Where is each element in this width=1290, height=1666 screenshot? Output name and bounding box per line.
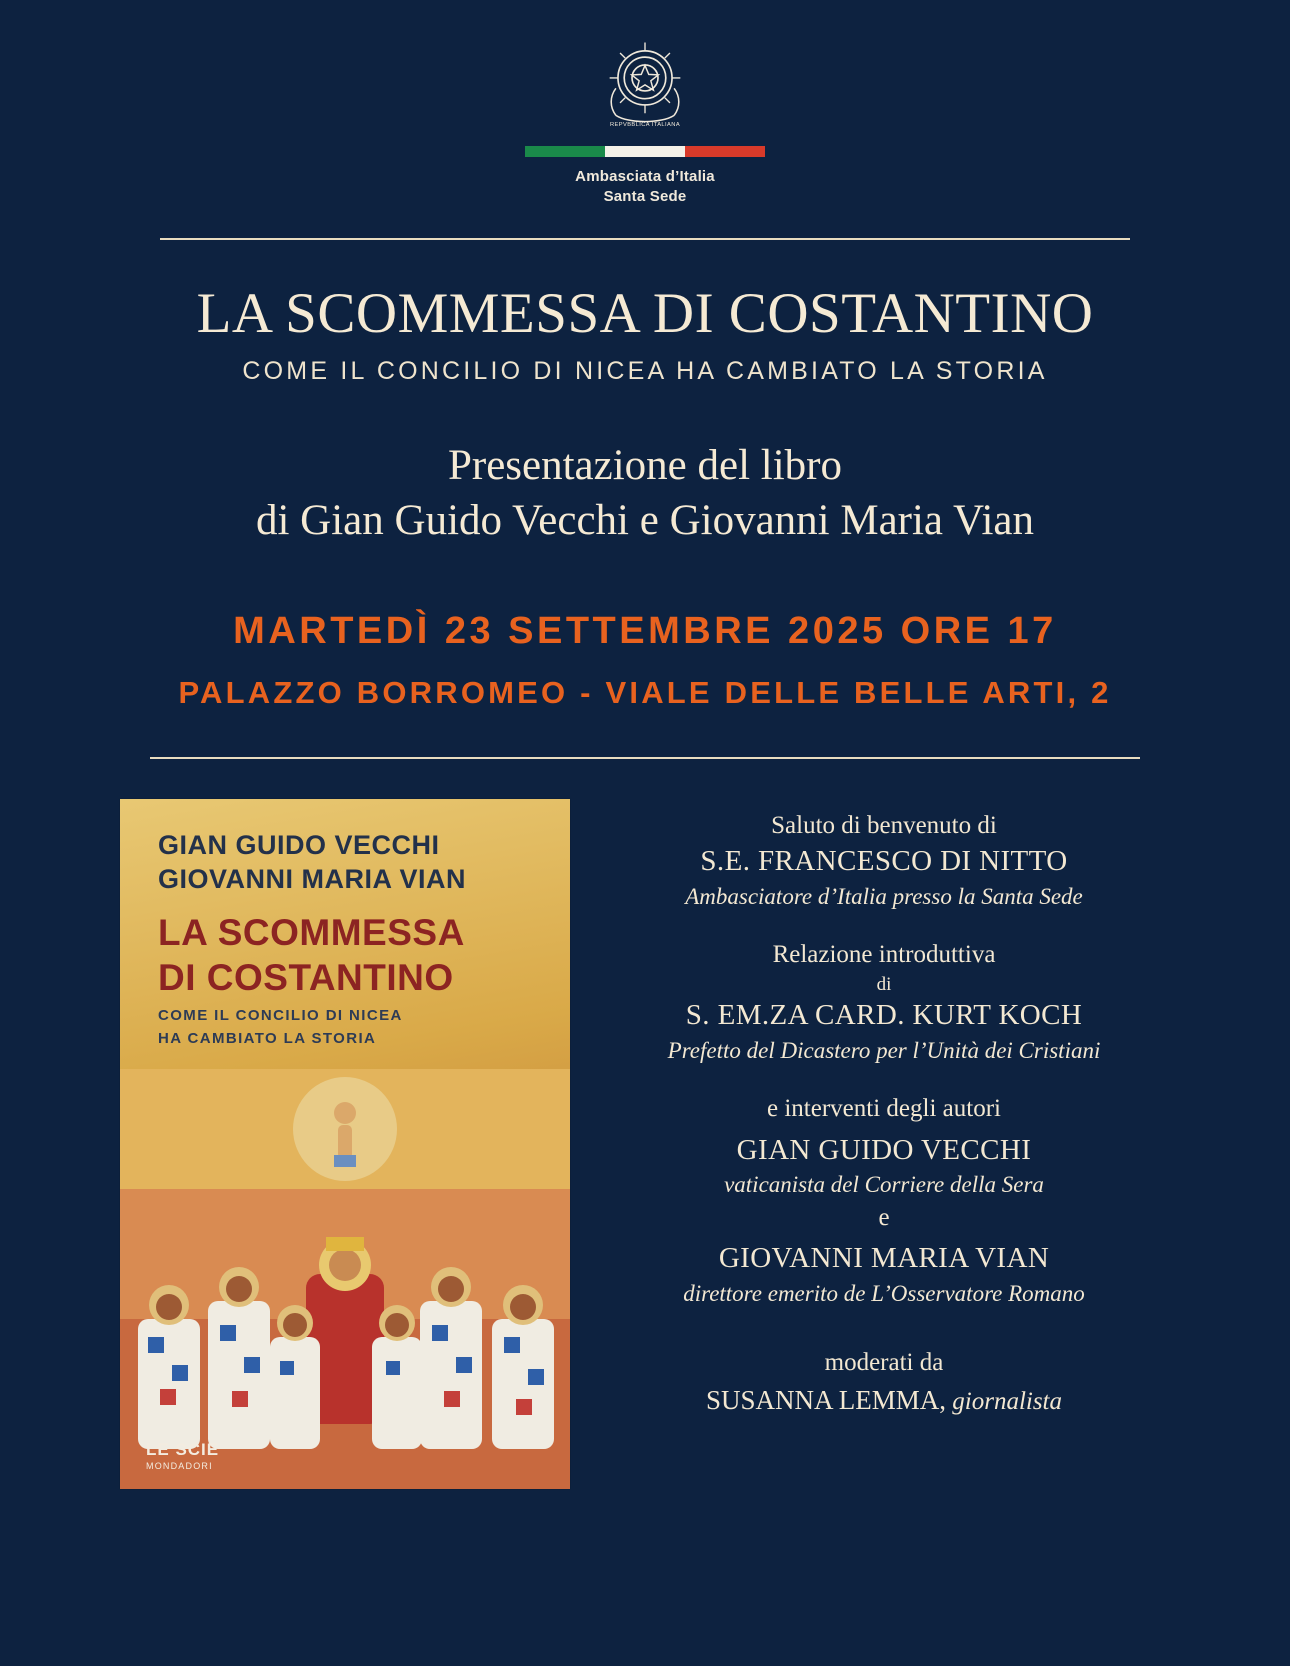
divider-bottom: [150, 757, 1140, 759]
intro-di: di: [876, 973, 892, 995]
event-venue: PALAZZO BORROMEO - VIALE DELLE BELLE ARTI, 2: [178, 675, 1112, 711]
program-credits: [570, 799, 1198, 1420]
welcome-name: S.E. FRANCESCO DI NITTO: [700, 845, 1068, 878]
author-2-name: GIOVANNI MARIA VIAN: [718, 1242, 1050, 1275]
moderator-role: giornalista: [952, 1388, 1063, 1416]
embassy-name: [575, 167, 715, 208]
imprint-name: LE SCIE: [146, 1439, 220, 1459]
intro-name: S. EM.ZA CARD. KURT KOCH: [685, 999, 1083, 1032]
presentation-line-2: di Gian Guido Vecchi e Giovanni Maria Vian: [255, 497, 1034, 545]
book-subtitle-line-1: COME IL CONCILIO DI NICEA: [158, 1007, 403, 1025]
svg-text:REPVBBLICA ITALIANA: REPVBBLICA ITALIANA: [609, 121, 681, 128]
book-author-line: GIAN GUIDO VECCHI: [158, 830, 440, 861]
page-subtitle: COME IL CONCILIO DI NICEA HA CAMBIATO LA STORIA: [242, 357, 1048, 386]
flag-green-band: [525, 146, 605, 157]
book-cover-image: [120, 799, 570, 1489]
book-imprint: [146, 1441, 219, 1472]
authors-label: e interventi degli autori: [767, 1095, 1001, 1123]
flag-red-band: [685, 146, 765, 157]
moderator-group: [570, 1345, 1198, 1421]
flag-white-band: [605, 146, 685, 157]
book-title-line-2: DI COSTANTINO: [158, 956, 454, 998]
book-title: [158, 911, 465, 1000]
book-authors: [158, 829, 466, 897]
event-details: [0, 610, 1290, 711]
author-conjunction: e: [878, 1203, 890, 1231]
embassy-line-1: Ambasciata d’Italia: [575, 168, 715, 185]
author-1-role: vaticanista del Corriere della Sera: [724, 1172, 1044, 1198]
title-block: [0, 281, 1290, 387]
lower-section: [0, 799, 1290, 1489]
publisher-name: MONDADORI: [146, 1460, 213, 1471]
author-1-name: GIAN GUIDO VECCHI: [736, 1133, 1032, 1166]
embassy-line-2: Santa Sede: [603, 188, 687, 206]
welcome-role: Ambasciatore d’Italia presso la Santa Sede: [685, 883, 1083, 909]
council-of-nicaea-artwork: [120, 1069, 570, 1489]
event-date: MARTEDÌ 23 SETTEMBRE 2025 ORE 17: [233, 610, 1057, 653]
italian-republic-emblem-icon: [593, 28, 697, 132]
presentation-block: [0, 438, 1290, 548]
book-title-line-1: LA SCOMMESSA: [158, 912, 465, 954]
moderator-label: moderati da: [824, 1348, 944, 1376]
book-author-line: GIOVANNI MARIA VIAN: [158, 864, 467, 895]
intro-role: Prefetto del Dicastero per l’Unità dei Cristiani: [667, 1037, 1101, 1063]
welcome-group: [570, 809, 1198, 911]
book-subtitle-line-2: HA CAMBIATO LA STORIA: [158, 1029, 377, 1047]
authors-group: [570, 1092, 1198, 1309]
italian-flag: [525, 146, 765, 157]
book-subtitle: [158, 1005, 403, 1050]
introduction-group: [570, 938, 1198, 1066]
welcome-label: Saluto di benvenuto di: [771, 812, 997, 840]
presentation-line-1: Presentazione del libro: [447, 442, 843, 490]
author-2-role: direttore emerito de L’Osservatore Romano: [683, 1280, 1085, 1306]
divider-top: [160, 238, 1130, 240]
poster-header: [0, 0, 1290, 208]
intro-label: Relazione introduttiva: [772, 940, 996, 968]
page-title: LA SCOMMESSA DI COSTANTINO: [196, 281, 1094, 345]
moderator-name: SUSANNA LEMMA,: [705, 1385, 947, 1416]
